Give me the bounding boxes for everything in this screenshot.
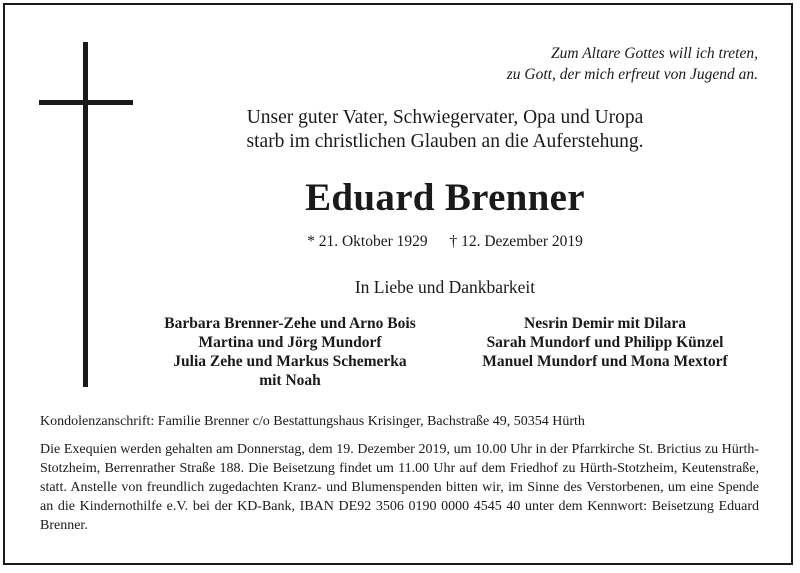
mourners-right-column [450, 314, 760, 371]
funeral-details: Die Exequien werden gehalten am Donnerstag, dem 19. Dezember 2019, um 10.00 Uhr in der Pfarrkirche St. Brictius zu Hürth-Stotzheim, Berrenrather Straße 188. Die Beisetzung findet um 11.00 Uhr auf dem Friedhof zu Hürth-Stotzheim, Keutenstraße, statt. Anstelle von freundlich zugedachten Kranz- und Blumenspenden bitten wir, im Sinne des Verstorbenen, um eine Spende an die Kindernothilfe e.V. bei der KD-Bank, IBAN DE92 3506 0190 0000 4545 40 unter dem Kennwort: Beisetzung Eduard Brenner. [40, 442, 759, 533]
death-date: † 12. Dezember 2019 [449, 233, 583, 250]
intro-line-2: starb im christlichen Glauben an die Auferstehung. [246, 131, 644, 152]
cross-icon-bar [39, 100, 133, 105]
mourner-name: Nesrin Demir mit Dilara [524, 315, 686, 332]
mourner-name: Martina und Jörg Mundorf [198, 334, 382, 351]
intro-line-1: Unser guter Vater, Schwiegervater, Opa und Uropa [246, 107, 644, 128]
mourners-left-column [145, 314, 435, 390]
mourner-name: Julia Zehe und Markus Schemerka [173, 353, 407, 370]
bible-verse [507, 43, 758, 85]
mourner-name: Barbara Brenner-Zehe und Arno Bois [164, 315, 416, 332]
verse-line-2: zu Gott, der mich erfreut von Jugend an. [506, 66, 758, 83]
birth-date: * 21. Oktober 1929 [307, 233, 428, 250]
life-dates [150, 233, 740, 251]
deceased-name: Eduard Brenner [305, 176, 585, 219]
dankbarkeit-line: In Liebe und Dankbarkeit [354, 277, 536, 297]
mourner-name: Manuel Mundorf und Mona Mextorf [482, 353, 728, 370]
condolence-address: Kondolenzanschrift: Familie Brenner c/o Bestattungshaus Krisinger, Bachstraße 49, 50354 Hürth [40, 414, 585, 429]
intro-text [150, 106, 740, 154]
mourner-name: Sarah Mundorf und Philipp Künzel [486, 334, 724, 351]
verse-line-1: Zum Altare Gottes will ich treten, [551, 45, 758, 62]
cross-icon [83, 42, 88, 387]
mourner-name: mit Noah [259, 372, 321, 389]
